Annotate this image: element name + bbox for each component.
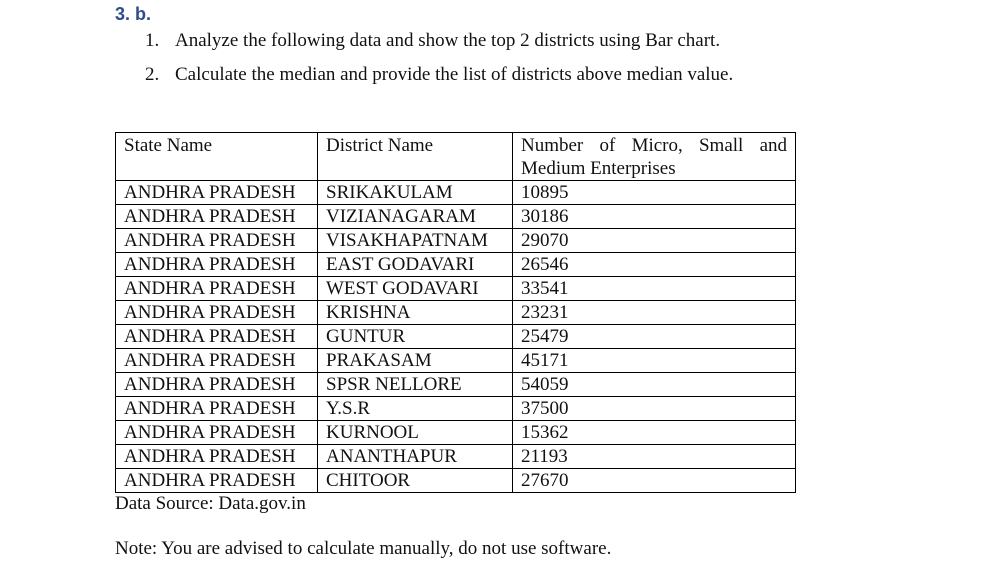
table-row (116, 205, 796, 229)
data-source: Data Source: Data.gov.in (115, 493, 306, 514)
cell-state: ANDHRA PRADESH (116, 373, 318, 397)
cell-state: ANDHRA PRADESH (116, 445, 318, 469)
table-row (116, 397, 796, 421)
table-row (116, 421, 796, 445)
cell-msme-count: 33541 (513, 277, 796, 301)
cell-state: ANDHRA PRADESH (116, 397, 318, 421)
cell-state: ANDHRA PRADESH (116, 205, 318, 229)
cell-district: SRIKAKULAM (318, 181, 513, 205)
header-state-name: State Name (116, 133, 318, 181)
cell-state: ANDHRA PRADESH (116, 349, 318, 373)
cell-msme-count: 45171 (513, 349, 796, 373)
cell-msme-count: 25479 (513, 325, 796, 349)
cell-district: WEST GODAVARI (318, 277, 513, 301)
cell-msme-count: 54059 (513, 373, 796, 397)
header-word: Micro, (631, 135, 683, 156)
question-number: 2. (145, 64, 160, 85)
cell-state: ANDHRA PRADESH (116, 253, 318, 277)
msme-data-table (115, 132, 796, 493)
cell-state: ANDHRA PRADESH (116, 469, 318, 493)
question-list (145, 30, 733, 98)
table-row (116, 469, 796, 493)
header-msme-count (513, 133, 796, 181)
cell-msme-count: 27670 (513, 469, 796, 493)
cell-district: Y.S.R (318, 397, 513, 421)
section-heading: 3. b. (115, 4, 152, 24)
cell-msme-count: 30186 (513, 205, 796, 229)
cell-district: PRAKASAM (318, 349, 513, 373)
cell-district: CHITOOR (318, 469, 513, 493)
cell-state: ANDHRA PRADESH (116, 325, 318, 349)
cell-state: ANDHRA PRADESH (116, 181, 318, 205)
table-row (116, 325, 796, 349)
table-body (116, 181, 796, 493)
cell-district: KURNOOL (318, 421, 513, 445)
cell-state: ANDHRA PRADESH (116, 277, 318, 301)
cell-district: GUNTUR (318, 325, 513, 349)
cell-msme-count: 10895 (513, 181, 796, 205)
cell-district: ANANTHAPUR (318, 445, 513, 469)
cell-msme-count: 26546 (513, 253, 796, 277)
header-word: Number (521, 135, 584, 156)
header-word: of (599, 135, 616, 156)
table-row (116, 445, 796, 469)
note-text: Note: You are advised to calculate manually, do not use software. (115, 538, 612, 559)
cell-district: VISAKHAPATNAM (318, 229, 513, 253)
cell-msme-count: 37500 (513, 397, 796, 421)
question-text: Calculate the median and provide the list of districts above median value. (175, 64, 734, 85)
question-number: 1. (145, 30, 160, 51)
question-item (145, 64, 733, 98)
table-row (116, 373, 796, 397)
cell-district: SPSR NELLORE (318, 373, 513, 397)
cell-msme-count: 29070 (513, 229, 796, 253)
header-district-name: District Name (318, 133, 513, 181)
question-text: Analyze the following data and show the top 2 districts using Bar chart. (175, 30, 721, 51)
cell-state: ANDHRA PRADESH (116, 229, 318, 253)
cell-district: KRISHNA (318, 301, 513, 325)
table-header-row (116, 133, 796, 181)
table-row (116, 181, 796, 205)
header-word: Small (698, 135, 744, 156)
cell-district: VIZIANAGARAM (318, 205, 513, 229)
cell-state: ANDHRA PRADESH (116, 301, 318, 325)
cell-msme-count: 15362 (513, 421, 796, 445)
table-row (116, 229, 796, 253)
header-word: and (759, 135, 787, 156)
table-row (116, 301, 796, 325)
table-row (116, 349, 796, 373)
table-row (116, 277, 796, 301)
table-row (116, 253, 796, 277)
header-line-2: Medium Enterprises (521, 158, 676, 179)
cell-msme-count: 21193 (513, 445, 796, 469)
cell-district: EAST GODAVARI (318, 253, 513, 277)
cell-msme-count: 23231 (513, 301, 796, 325)
question-item (145, 30, 733, 64)
cell-state: ANDHRA PRADESH (116, 421, 318, 445)
